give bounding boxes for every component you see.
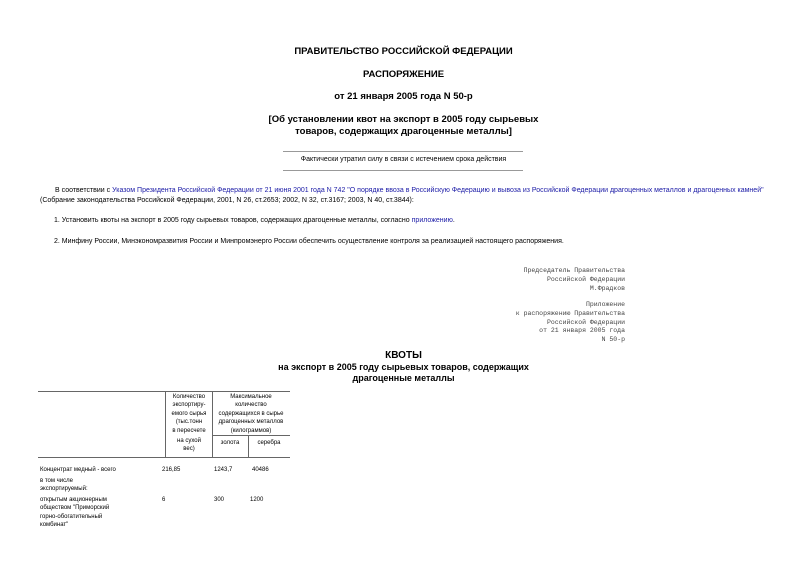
signature-block: [400, 267, 625, 293]
col-max-line: драгоценных металлов: [218, 419, 284, 426]
row-including-label: в том числе: [40, 478, 73, 484]
divider-bottom: [283, 170, 523, 171]
col-qty-line: емого сырья: [171, 410, 207, 417]
title-line-1: [Об установлении квот на экспорт в 2005 году сырьевых: [268, 114, 539, 125]
intro-suffix: (Собрание законодательства Российской Федерации, 2001, N 26, ст.2653; 2002, N 32, ст.3167; 2003, N 40, ст.3844):: [40, 197, 414, 204]
col-header-silver: серебра: [257, 440, 281, 446]
col-qty-line: в пересчете: [172, 427, 206, 434]
col-max-line: содержащихся в сырье: [218, 410, 284, 417]
row-primorsky-quantity: 6: [162, 497, 166, 503]
intro-paragraph: [40, 186, 780, 206]
row-primorsky-line: комбинат": [40, 522, 69, 529]
col-qty-line: экспортиру-: [172, 402, 206, 409]
government-heading: ПРАВИТЕЛЬСТВО РОССИЙСКОЙ ФЕДЕРАЦИИ: [294, 46, 513, 57]
col-header-max-metals: [212, 393, 290, 435]
col-qty-line: (тыс.тонн: [175, 419, 203, 426]
col-qty-line: Количество: [172, 394, 206, 400]
table-header-bottom: [38, 457, 290, 458]
appendix-line-3: Российской Федерации: [546, 318, 625, 326]
row-primorsky-silver: 1200: [250, 497, 264, 503]
row-primorsky-line: открытым акционерным: [40, 497, 107, 503]
row-primorsky-name: [40, 496, 109, 530]
row-exported-label: экспортируемый:: [40, 486, 88, 492]
col-max-line: (килограммов): [230, 427, 272, 434]
signature-line-2: Российской Федерации: [546, 275, 625, 283]
appendix-block: [400, 301, 625, 345]
appendix-line-5: N 50-р: [601, 336, 625, 344]
item-1-paragraph: [54, 216, 794, 226]
document-date: от 21 января 2005 года N 50-р: [334, 91, 473, 102]
signature-name: М.Фрадков: [589, 284, 625, 292]
row-copper-silver: 40486: [252, 467, 269, 473]
status-note: Фактически утратил силу в связи с истечением срока действия: [300, 156, 507, 163]
appendix-link[interactable]: приложению: [411, 217, 453, 224]
table-top-border: [38, 391, 290, 392]
divider-top: [283, 151, 523, 152]
row-primorsky-line: горно-обогатительный: [40, 513, 103, 520]
quota-subtitle-line-1: на экспорт в 2005 году сырьевых товаров, содержащих: [278, 362, 529, 372]
col-qty-tail-line: на сухой: [177, 438, 201, 444]
col-qty-tail-line: вес): [183, 446, 195, 453]
item-1-suffix: .: [452, 217, 455, 224]
quota-subtitle-line-2: драгоценные металлы: [352, 373, 455, 383]
document-type: РАСПОРЯЖЕНИЕ: [362, 69, 445, 80]
col-max-line: количество: [235, 402, 267, 409]
row-primorsky-gold: 300: [214, 497, 225, 503]
col-header-quantity: [166, 393, 212, 435]
signature-line-1: Председатель Правительства: [523, 267, 625, 274]
appendix-line-4: от 21 января 2005 года: [539, 327, 625, 335]
col-header-quantity-tail: [166, 437, 212, 454]
table-subheader-line: [212, 435, 290, 436]
intro-prefix: В соответствии с: [55, 187, 113, 194]
document-title: [0, 114, 807, 138]
quota-subtitle: [0, 362, 807, 384]
presidential-decree-link[interactable]: Указом Президента Российской Федерации от 21 июня 2001 года N 742 "О порядке ввоза в Российскую Федерацию и вывоза из Российской Федерации драгоценных металлов и драгоценных камней": [112, 187, 764, 194]
item-1-text: 1. Установить квоты на экспорт в 2005 году сырьевых товаров, содержащих драгоценные металлы, согласно: [54, 217, 412, 224]
col-header-gold: золота: [220, 440, 240, 446]
row-copper-concentrate-name: Концентрат медный - всего: [40, 467, 116, 473]
row-primorsky-line: обществом "Приморский: [40, 505, 110, 512]
row-copper-gold: 1243,7: [214, 467, 233, 473]
col-max-line: Максимальное: [230, 394, 272, 400]
appendix-line-2: к распоряжению Правительства: [515, 309, 625, 317]
quota-heading: КВОТЫ: [385, 350, 422, 361]
row-copper-quantity: 216,85: [162, 467, 181, 473]
appendix-line-1: Приложение: [585, 301, 625, 308]
item-2-paragraph: 2. Минфину России, Минэкономразвития России и Минпромэнерго России обеспечить осуществление контроля за реализацией настоящего распоряжения.: [54, 238, 564, 245]
title-line-2: товаров, содержащих драгоценные металлы]: [295, 126, 512, 137]
